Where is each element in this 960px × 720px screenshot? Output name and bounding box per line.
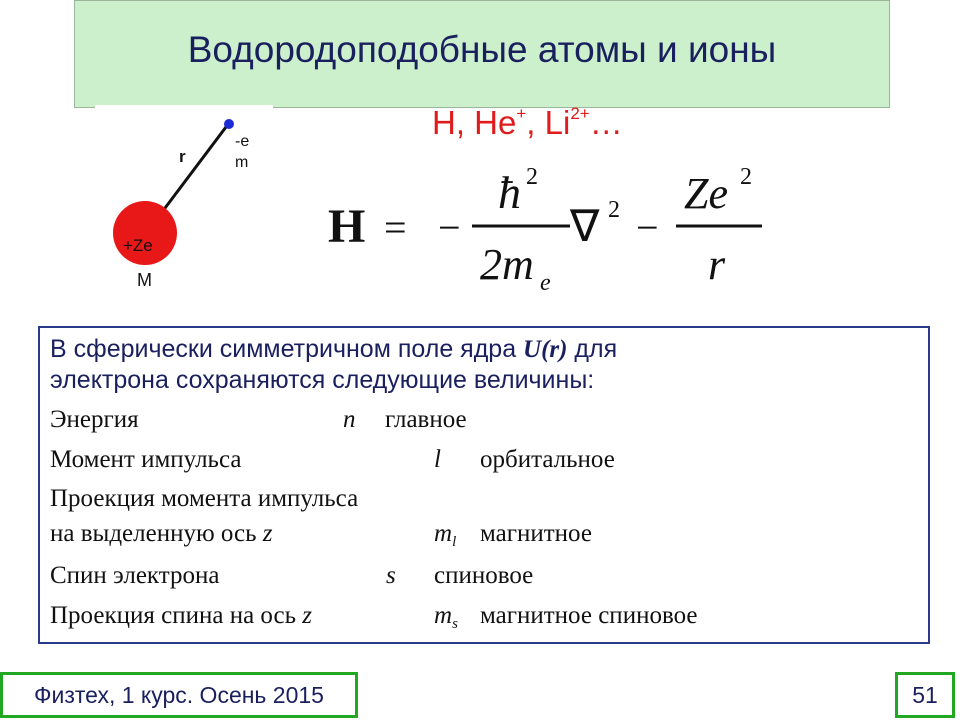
denominator-r: r [708, 240, 726, 289]
r-label: r [179, 147, 186, 166]
hamiltonian-symbol: H [328, 200, 366, 253]
atom-list: H, He+, $Li^{2+}\dots$ [432, 104, 623, 141]
numerator-Ze: Ze [684, 169, 728, 218]
nabla-exponent: 2 [608, 197, 620, 223]
conserved-quantities-box: В сферически симметричном поле ядра U(r) для электрона сохраняются следующие величины: Энергия n главное Момент импульса l орбитальное Проекция момента импульса на выделенную ось z $m_l$ магнитное Спин электрона s спиновое Проекция спина на ось z $m_s$ магнитное спиновое [38, 326, 930, 644]
nabla-symbol: ∇ [570, 202, 600, 251]
hbar-symbol: ħ [498, 167, 521, 218]
hamiltonian-formula [320, 155, 790, 300]
slide-title: Водородоподобные атомы и ионы [187, 29, 777, 70]
potential-U-r: U(r) [523, 336, 568, 363]
minus-sign-2: − [636, 205, 659, 250]
mass-subscript: e [540, 270, 551, 296]
nucleus-charge-label: +Ze [123, 236, 153, 255]
electron-mass-label: m [235, 154, 249, 171]
nucleus [113, 201, 177, 265]
minus-sign-1: − [438, 205, 461, 250]
hbar-exponent: 2 [526, 164, 538, 190]
electron-charge-label: -e [235, 133, 250, 150]
page-number: 51 [895, 672, 955, 718]
nucleus-mass-label: M [137, 270, 152, 290]
atom-diagram [95, 105, 273, 305]
intro-text: В сферически симметричном поле ядра U(r) для электрона сохраняются следующие величины: [50, 335, 618, 394]
electron [224, 119, 234, 129]
course-footer: Физтех, 1 курс. Осень 2015 [0, 672, 358, 718]
title-banner [74, 0, 890, 108]
Ze-exponent: 2 [740, 164, 752, 190]
equals-sign: = [384, 205, 407, 250]
denominator-2m: 2m [480, 240, 534, 289]
